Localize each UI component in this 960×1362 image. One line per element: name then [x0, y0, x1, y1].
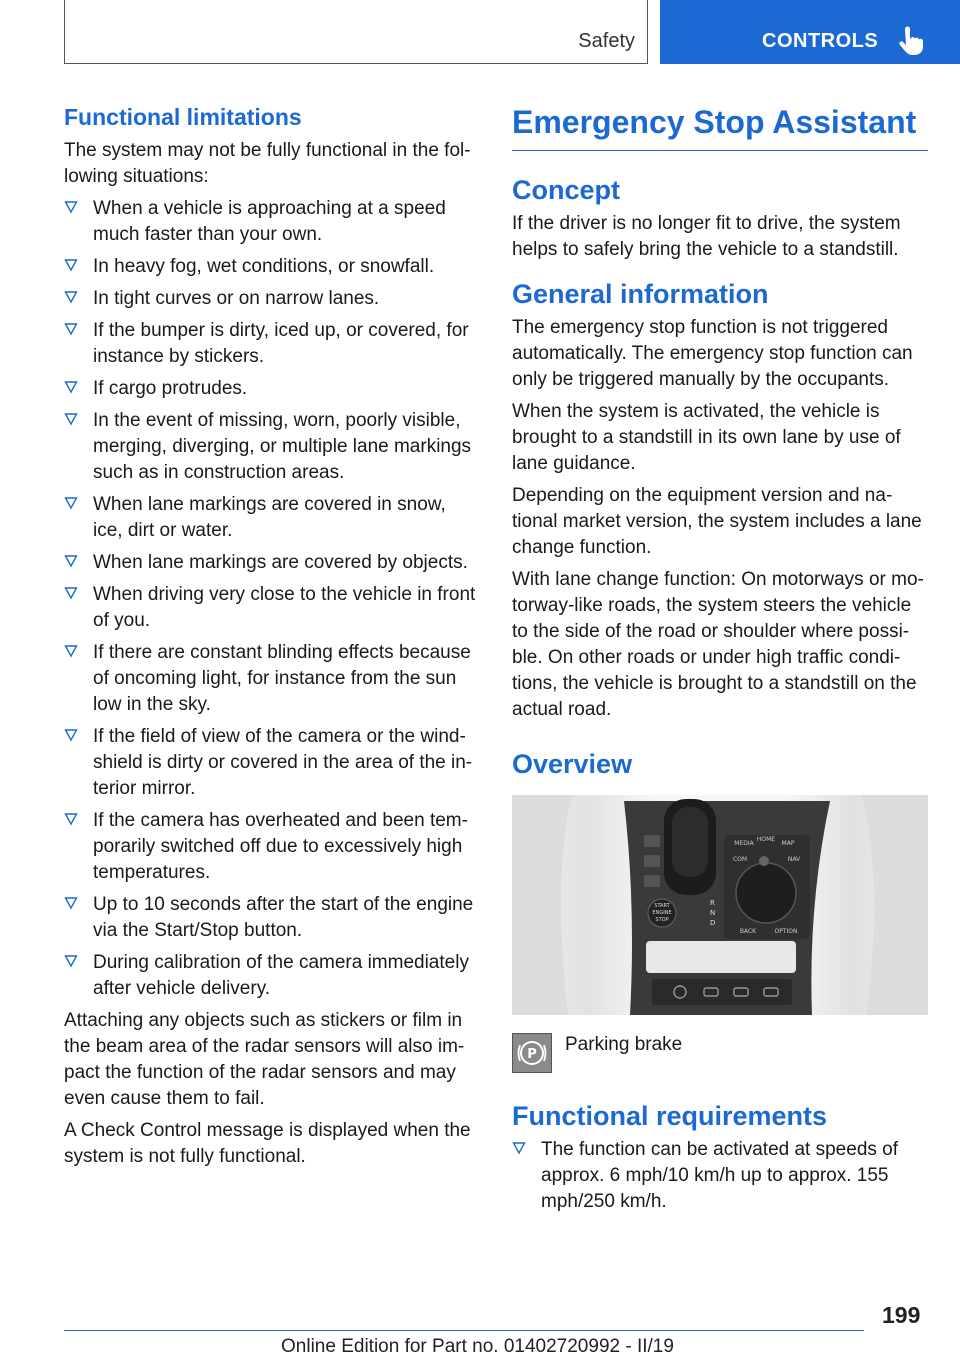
list-item: In heavy fog, wet conditions, or snowfall.	[64, 254, 480, 280]
radar-sensor-note: Attaching any objects such as stickers or film in the beam area of the radar sensors will also im-pact the function of the radar sensors and may even cause them to fail.	[64, 1010, 465, 1109]
parking-brake-icon	[512, 1033, 552, 1073]
triangle-bullet-icon	[64, 554, 78, 568]
right-column	[512, 100, 928, 1221]
left-column	[64, 100, 480, 1176]
list-item: When lane markings are covered by objects.	[64, 550, 480, 576]
list-item: During calibration of the camera immediately after vehicle delivery.	[64, 950, 480, 1002]
svg-text:ENGINE: ENGINE	[652, 910, 672, 916]
list-item: When lane markings are covered in snow, ice, dirt or water.	[64, 492, 480, 544]
triangle-bullet-icon	[64, 412, 78, 426]
svg-text:P: P	[527, 1047, 537, 1062]
legend-label: Parking brake	[565, 1034, 683, 1055]
triangle-bullet-icon	[64, 322, 78, 336]
heading-functional-limitations: Functional limitations	[64, 104, 302, 130]
triangle-bullet-icon	[64, 258, 78, 272]
general-text-3: Depending on the equipment version and na-tional market version, the system includes a lane change function.	[512, 485, 922, 558]
svg-text:COM: COM	[732, 856, 748, 863]
svg-text:OPTION: OPTION	[774, 928, 798, 935]
footer-edition: Online Edition for Part no. 01402720992 - II/19	[281, 1336, 674, 1357]
svg-text:D: D	[710, 919, 716, 927]
triangle-bullet-icon	[64, 954, 78, 968]
svg-text:START: START	[654, 903, 670, 909]
page-title: Emergency Stop Assistant	[512, 100, 928, 151]
check-control-note: A Check Control message is displayed when the system is not fully functional.	[64, 1120, 471, 1167]
list-item: When driving very close to the vehicle in front of you.	[64, 582, 480, 634]
triangle-bullet-icon	[64, 290, 78, 304]
header-chapter-label: CONTROLS	[762, 30, 879, 52]
heading-general-information: General information	[512, 279, 769, 309]
list-item: Up to 10 seconds after the start of the engine via the Start/Stop button.	[64, 892, 480, 944]
list-item: If the field of view of the camera or the wind-shield is dirty or covered in the area of the in-terior mirror.	[64, 724, 480, 802]
legend-parking-brake	[512, 1033, 928, 1073]
triangle-bullet-icon	[64, 728, 78, 742]
heading-functional-requirements: Functional requirements	[512, 1101, 828, 1131]
list-item: The function can be activated at speeds of approx. 6 mph/10 km/h up to approx. 155 mph/250 km/h.	[512, 1137, 928, 1215]
triangle-bullet-icon	[64, 586, 78, 600]
general-text-4: With lane change function: On motorways or mo-torway-like roads, the system steers the vehicle to the side of the road or shoulder where possi-ble. On other roads or under high traffic condi-tions, the vehicle is brought to a standstill on the actual road.	[512, 569, 924, 720]
svg-text:BACK: BACK	[739, 928, 757, 935]
limitations-list	[64, 196, 480, 1002]
triangle-bullet-icon	[64, 812, 78, 826]
list-item: If the camera has overheated and been tem-porarily switched off due to excessively high temperatures.	[64, 808, 480, 886]
svg-text:STOP: STOP	[655, 917, 669, 923]
general-text-2: When the system is activated, the vehicle is brought to a standstill in its own lane by use of lane guidance.	[512, 401, 901, 474]
svg-text:MAP: MAP	[781, 840, 795, 847]
center-console-photo	[512, 795, 928, 1015]
center-console-illustration	[512, 795, 928, 1015]
svg-text:HOME: HOME	[756, 836, 776, 843]
svg-text:R: R	[710, 899, 715, 907]
triangle-bullet-icon	[64, 380, 78, 394]
list-item: When a vehicle is approaching at a speed much faster than your own.	[64, 196, 480, 248]
triangle-bullet-icon	[512, 1141, 526, 1155]
list-item: If there are constant blinding effects because of oncoming light, for instance from the sun low in the sky.	[64, 640, 480, 718]
list-item: If the bumper is dirty, iced up, or covered, for instance by stickers.	[64, 318, 480, 370]
limitations-intro: The system may not be fully functional in the fol- lowing situations:	[64, 140, 471, 187]
svg-text:NAV: NAV	[787, 856, 801, 863]
triangle-bullet-icon	[64, 200, 78, 214]
concept-text: If the driver is no longer fit to drive, the system helps to safely bring the vehicle to a standstill.	[512, 213, 901, 260]
triangle-bullet-icon	[64, 644, 78, 658]
general-text-1: The emergency stop function is not triggered automatically. The emergency stop function can only be triggered manually by the occupants.	[512, 317, 913, 390]
requirements-list	[512, 1137, 928, 1215]
svg-text:N: N	[710, 909, 716, 917]
triangle-bullet-icon	[64, 896, 78, 910]
triangle-bullet-icon	[64, 496, 78, 510]
heading-overview: Overview	[512, 749, 633, 779]
header-chapter-tab	[660, 0, 960, 64]
footer-divider	[64, 1330, 864, 1331]
list-item: If cargo protrudes.	[64, 376, 480, 402]
pointing-hand-icon	[898, 26, 924, 56]
list-item: In the event of missing, worn, poorly visible, merging, diverging, or multiple lane markings such as in construction areas.	[64, 408, 480, 486]
svg-text:MEDIA: MEDIA	[734, 840, 754, 847]
header-section-title: Safety	[578, 30, 635, 52]
page-number: 199	[882, 1302, 921, 1328]
list-item: In tight curves or on narrow lanes.	[64, 286, 480, 312]
header-section-box	[64, 0, 648, 64]
heading-concept: Concept	[512, 175, 620, 205]
